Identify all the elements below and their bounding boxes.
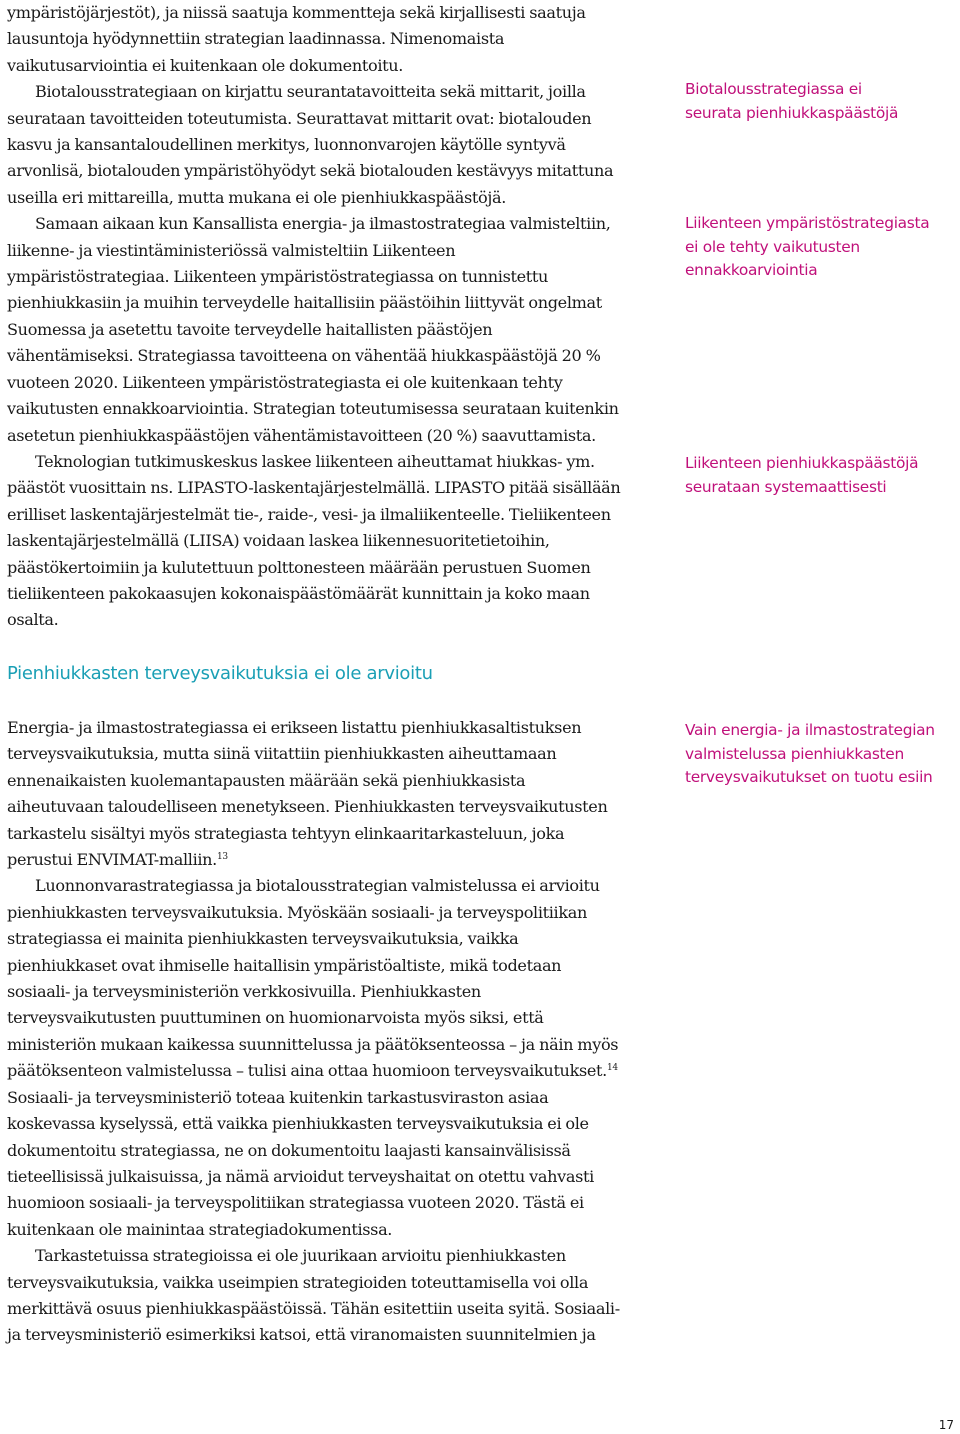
paragraph: Tarkastetuissa strategioissa ei ole juurikaan arvioitu pienhiukkasten terveysvaikutuksia, vaikka useimpien strategioiden toteuttamisella voi olla merkittävä osuus pienhiukkaspäästöissä. Tähän esitettiin useita syitä. Sosiaali- ja terveysministeriö esimerkiksi katsoi, että viranomaisten suunnitelmien ja [7, 1246, 620, 1345]
body-section-2 [7, 715, 621, 1349]
paragraph: ympäristöjärjestöt), ja niissä saatuja kommentteja sekä kirjallisesti saatuja lausuntoja hyödynnettiin strategian laadinnassa. Nimenomaista vaikutusarviointia ei kuitenkaan ole dokumentoitu. [7, 3, 586, 75]
side-note-line: Liikenteen ympäristöstrategiasta [685, 214, 930, 232]
footnote-ref[interactable]: 14 [606, 1063, 618, 1074]
side-note-line: Biotalousstrategiassa ei [685, 80, 862, 98]
page-number: 17 [938, 1418, 954, 1432]
side-note-biotalous [685, 78, 960, 125]
body-section-1 [7, 0, 621, 634]
side-note-line: Vain energia- ja ilmastostrategian [685, 721, 935, 739]
side-note-energia [685, 719, 960, 790]
paragraph-text: Luonnonvarastrategiassa ja biotalousstrategian valmistelussa ei arvioitu pienhiukkasten terveysvaikutuksia. Myöskään sosiaali- ja terveyspolitiikan strategiassa ei mainita pienhiukkasten terveysvaikutuksia, vaikka pienhiukkaset ovat ihmiselle haitallisin ympäristöaltiste, mikä todetaan sosiaali- ja terveysministeriön verkkosivuilla. Pienhiukkasten terveysvaikutusten puuttuminen on huomionarvoista myös siksi, että ministeriön mukaan kaikessa suunnittelussa ja päätöksenteossa – ja näin myös päätöksenteon valmistelussa – tulisi aina ottaa huomioon terveysvaikutukset. [7, 876, 619, 1081]
side-note-line: ennakkoarviointia [685, 261, 818, 279]
paragraph: Teknologian tutkimuskeskus laskee liikenteen aiheuttamat hiukkas- ym. päästöt vuosittain ns. LIPASTO-laskentajärjestelmällä. LIPASTO pitää sisällään erilliset laskentajärjestelmät tie-, raide-, vesi- ja ilmaliikenteelle. Tieliikenteen laskentajärjestelmällä (LIISA) voidaan laskea liikennesuoritetietoihin, päästökertoimiin ja kulutettuun polttonesteen määrään perustuen Suomen tieliikenteen pakokaasujen kokonaispäästömäärät kunnittain ja koko maan osalta. [7, 451, 621, 630]
side-note-line: valmistelussa pienhiukkasten [685, 744, 904, 763]
side-note-line: terveysvaikutukset on tuotu esiin [685, 768, 933, 786]
paragraph-text: Energia- ja ilmastostrategiassa ei erikseen listattu pienhiukkasaltistuksen terveysvaikutuksia, mutta siinä viitattiin pienhiukkasten aiheuttamaan ennenaikaisten kuolemantapausten määrään sekä pienhiukkasista aiheutuvaan taloudelliseen menetykseen. Pienhiukkasten terveysvaikutusten tarkastelu sisältyi myös strategiasta tehtyyn elinkaaritarkasteluun, joka perustui ENVIMAT-malliin. [7, 718, 608, 870]
side-note-line: seurata pienhiukkaspäästöjä [685, 103, 899, 122]
paragraph [7, 873, 621, 1243]
side-note-line: ei ole tehty vaikutusten [685, 237, 860, 256]
paragraph: Samaan aikaan kun Kansallista energia- ja ilmastostrategiaa valmisteltiin, liikenne- ja viestintäministeriössä valmisteltiin Liikenteen ympäristöstrategiaa. Liikenteen ympäristöstrategiassa on tunnistettu pienhiukkasiin ja muihin terveydelle haitallisiin päästöihin liittyvät ongelmat Suomessa ja asetettu tavoite terveydelle haitallisten päästöjen vähentämiseksi. Strategiassa tavoitteena on vähentää hiukkaspäästöjä 20 % vuoteen 2020. Liikenteen ympäristöstrategiasta ei ole kuitenkaan tehty vaikutusten ennakkoarviointia. Strategian toteutumisessa seurataan kuitenkin asetetun pienhiukkaspäästöjen vähentämistavoitteen (20 %) saavuttamista. [7, 214, 619, 445]
side-note-liikenne-seuranta [685, 452, 960, 499]
paragraph [7, 715, 621, 873]
side-note-line: seurataan systemaattisesti [685, 477, 887, 496]
footnote-ref[interactable]: 13 [216, 852, 228, 863]
side-note-liikenne-strategia [685, 212, 960, 283]
paragraph: Biotalousstrategiaan on kirjattu seurantatavoitteita sekä mittarit, joilla seurataan tavoitteiden toteutumista. Seurattavat mittarit ovat: biotalouden kasvu ja kansantaloudellinen merkitys, luonnonvarojen käytölle syntyvä arvonlisä, biotalouden ympäristöhyödyt sekä biotalouden kestävyys mitattuna useilla eri mittareilla, mutta mukana ei ole pienhiukkaspäästöjä. [7, 82, 614, 207]
side-note-line: Liikenteen pienhiukkaspäästöjä [685, 454, 919, 472]
section-heading: Pienhiukkasten terveysvaikutuksia ei ole arvioitu [7, 663, 433, 684]
paragraph-text: Sosiaali- ja terveysministeriö toteaa kuitenkin tarkastusviraston asiaa koskevassa kyselyssä, että vaikka pienhiukkasten terveysvaikutuksia ei ole dokumentoitu strategiassa, ne on dokumentoitu laajasti kansainvälisissä tieteellisissä julkaisuissa, ja nämä arvioidut terveyshaitat on otettu vahvasti huomioon sosiaali- ja terveyspolitiikan strategiassa vuoteen 2020. Tästä ei kuitenkaan ole mainintaa strategiadokumentissa. [7, 1087, 594, 1239]
